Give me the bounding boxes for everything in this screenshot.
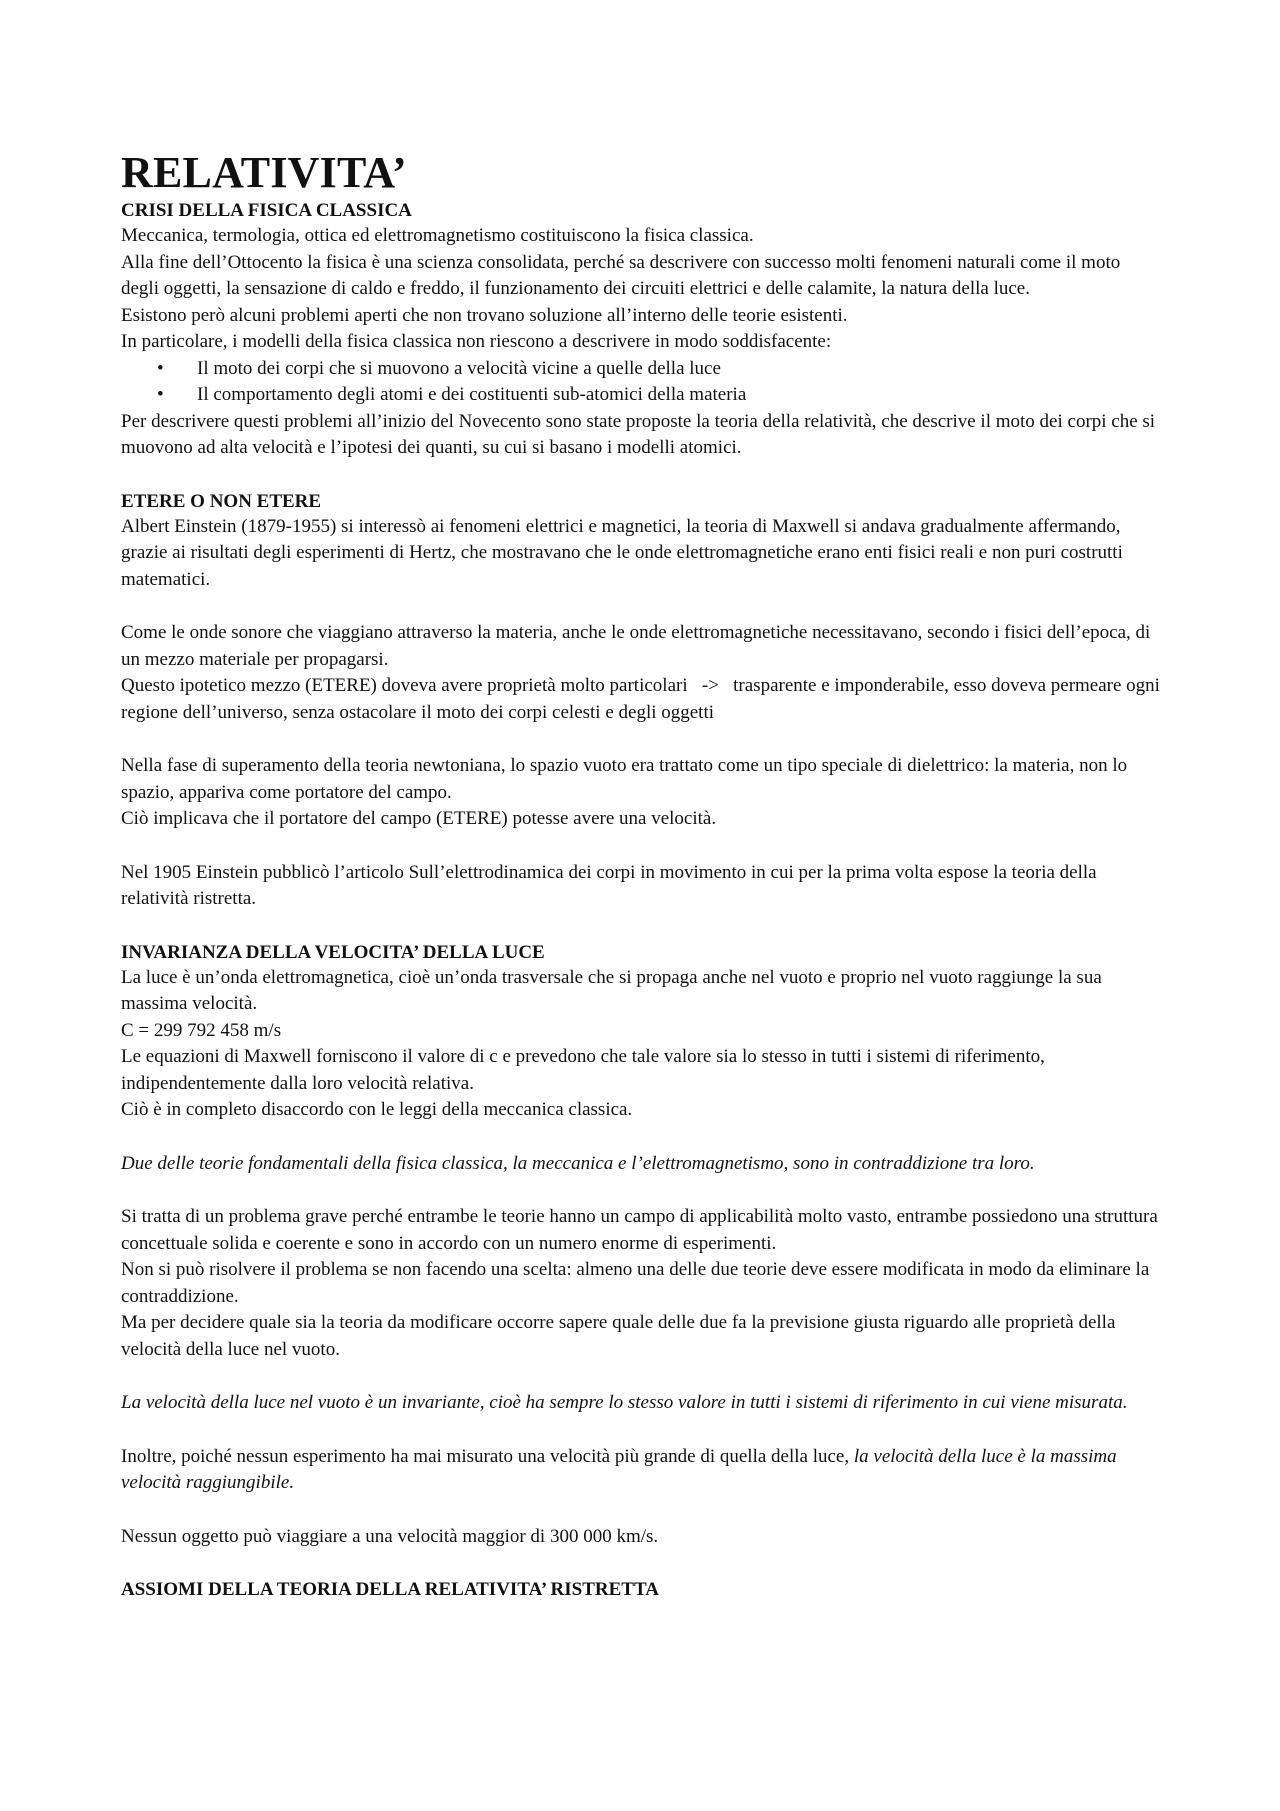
list-item: [121, 356, 1160, 383]
list-item: [121, 382, 1160, 409]
paragraph: Ciò è in completo disaccordo con le leggi della meccanica classica.: [121, 1099, 633, 1120]
paragraph: Ma per decidere quale sia la teoria da modificare occorre sapere quale delle due fa la previsione giusta riguardo alle proprietà della velocità della luce nel vuoto.: [121, 1312, 1116, 1360]
paragraph: Questo ipotetico mezzo (ETERE) doveva avere proprietà molto particolari -> trasparente e imponderabile, esso doveva permeare ogni regione dell’universo, senza ostacolare il moto dei corpi celesti e degli oggetti: [121, 675, 1160, 723]
paragraph: In particolare, i modelli della fisica classica non riescono a descrivere in modo soddisfacente:: [121, 331, 832, 352]
paragraph: Nel 1905 Einstein pubblicò l’articolo Sull’elettrodinamica dei corpi in movimento in cui per la prima volta espose la teoria della relatività ristretta.: [121, 861, 1097, 909]
section-heading-crisi: CRISI DELLA FISICA CLASSICA: [121, 200, 412, 221]
section-heading-invarianza: INVARIANZA DELLA VELOCITA’ DELLA LUCE: [121, 941, 545, 963]
paragraph: Albert Einstein (1879-1955) si interessò ai fenomeni elettrici e magnetici, la teoria di Maxwell si andava gradualmente affermando, grazie ai risultati degli esperimenti di Hertz, che mostravano che le onde elettromagnetiche erano enti fisici reali e non puri costrutti matematici.: [121, 515, 1123, 590]
speed-of-light-value: C = 299 792 458 m/s: [121, 1019, 282, 1041]
paragraph: Si tratta di un problema grave perché entrambe le teorie hanno un campo di applicabilità molto vasto, entrambe possiedono una struttura concettuale solida e coerente e sono in accordo con un numero enorme di esperimenti.: [121, 1206, 1158, 1254]
page-title: RELATIVITA’: [121, 148, 407, 197]
paragraph-italic-part: la velocità della luce è la massima velocità raggiungibile.: [121, 1445, 1117, 1493]
paragraph: Come le onde sonore che viaggiano attraverso la materia, anche le onde elettromagnetiche necessitavano, secondo i fisici dell’epoca, di un mezzo materiale per propagarsi.: [121, 622, 1151, 670]
bullet-icon: •: [157, 384, 164, 405]
bullet-list: [121, 356, 1160, 409]
paragraph: Non si può risolvere il problema se non facendo una scelta: almeno una delle due teorie deve essere modificata in modo da eliminare la contraddizione.: [121, 1259, 1150, 1307]
paragraph: Le equazioni di Maxwell forniscono il valore di c e prevedono che tale valore sia lo stesso in tutti i sistemi di riferimento, indipendentemente dalla loro velocità relativa.: [121, 1046, 1045, 1094]
list-item-text: Il moto dei corpi che si muovono a velocità vicine a quelle della luce: [197, 357, 721, 379]
list-item-text: Il comportamento degli atomi e dei costituenti sub-atomici della materia: [197, 384, 747, 405]
paragraph: Per descrivere questi problemi all’inizio del Novecento sono state proposte la teoria della relatività, che descrive il moto dei corpi che si muovono ad alta velocità e l’ipotesi dei quanti, su cui si basano i modelli atomici.: [121, 410, 1156, 458]
paragraph: Meccanica, termologia, ottica ed elettromagnetismo costituiscono la fisica classica.: [121, 225, 754, 246]
bullet-icon: •: [157, 357, 164, 379]
paragraph: Alla fine dell’Ottocento la fisica è una scienza consolidata, perché sa descrivere con successo molti fenomeni naturali come il moto degli oggetti, la sensazione di caldo e freddo, il funzionamento dei circuiti elettrici e delle calamite, la natura della luce.: [121, 251, 1121, 299]
paragraph: [121, 1444, 1160, 1497]
italic-statement: La velocità della luce nel vuoto è un invariante, cioè ha sempre lo stesso valore in tutti i sistemi di riferimento in cui viene misurata.: [121, 1392, 1128, 1413]
paragraph: La luce è un’onda elettromagnetica, cioè un’onda trasversale che si propaga anche nel vuoto e proprio nel vuoto raggiunge la sua massima velocità.: [121, 966, 1102, 1014]
paragraph-regular-part: Inoltre, poiché nessun esperimento ha mai misurato una velocità più grande di quella della luce,: [121, 1445, 854, 1467]
paragraph: Ciò implicava che il portatore del campo (ETERE) potesse avere una velocità.: [121, 808, 717, 829]
italic-statement: Due delle teorie fondamentali della fisica classica, la meccanica e l’elettromagnetismo, sono in contraddizione tra loro.: [121, 1152, 1035, 1174]
section-heading-etere: ETERE O NON ETERE: [121, 490, 322, 512]
paragraph: Esistono però alcuni problemi aperti che non trovano soluzione all’interno delle teorie esistenti.: [121, 304, 848, 326]
paragraph: Nessun oggetto può viaggiare a una velocità maggior di 300 000 km/s.: [121, 1525, 659, 1547]
section-heading-assiomi: ASSIOMI DELLA TEORIA DELLA RELATIVITA’ RISTRETTA: [121, 1579, 659, 1600]
paragraph: Nella fase di superamento della teoria newtoniana, lo spazio vuoto era trattato come un tipo speciale di dielettrico: la materia, non lo spazio, appariva come portatore del campo.: [121, 755, 1128, 803]
